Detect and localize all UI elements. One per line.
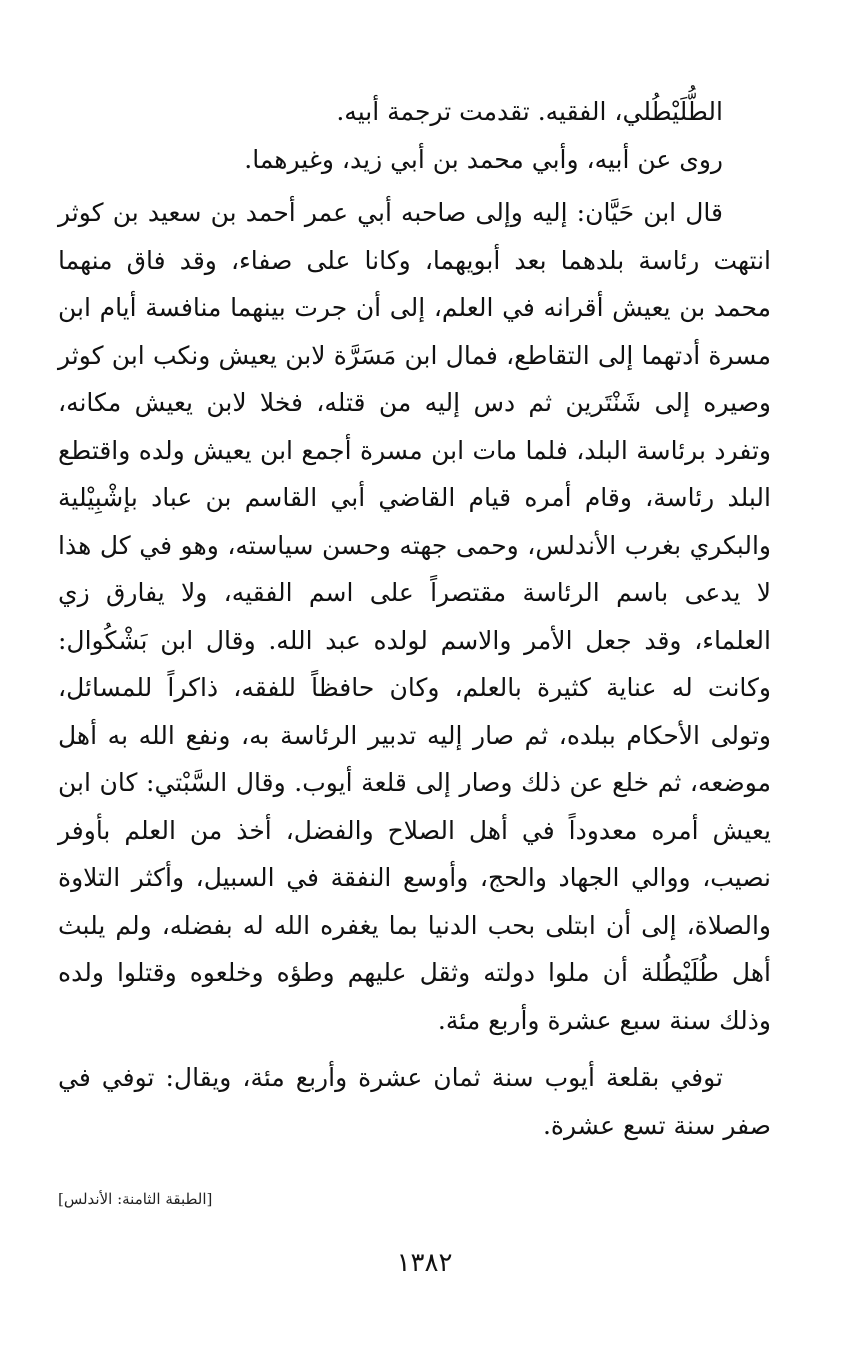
entry-name-line: الطُّلَيْطُلي، الفقيه. تقدمت ترجمة أبيه. (336, 97, 723, 126)
entry-narration-line: روى عن أبيه، وأبي محمد بن أبي زيد، وغيرهما. (244, 144, 723, 174)
page-number: ١٣٨٢ (396, 1248, 453, 1278)
entry-text (58, 88, 771, 1149)
biography-paragraph: قال ابن حَيَّان: إليه وإلى صاحبه أبي عمر أحمد بن سعيد بن كوثر انتهت رئاسة بلدهما بعد أبويهما، وكانا على صفاء، وقد فاق منهما محمد بن يعيش أقرانه في العلم، إلى أن جرت بينهما منافسة أيام ابن مسرة أدتهما إلى التقاطع، فمال ابن مَسَرَّة لابن يعيش ونكب ابن كوثر وصيره إلى شَنْتَرين ثم دس إليه من قتله، فخلا لابن يعيش مكانه، وتفرد برئاسة البلد، فلما مات ابن مسرة أجمع ابن يعيش ولده واقتطع البلد رئاسة، وقام أمره قيام القاضي أبي القاسم بن عباد بإشْبِيْلية والبكري بغرب الأندلس، وحمى جهته وحسن سياسته، وهو في كل هذا لا يدعى باسم الرئاسة مقتصراً على اسم الفقيه، ولا يفارق زي العلماء، وقد جعل الأمر والاسم لولده عبد الله. وقال ابن بَشْكُوال: وكانت له عناية كثيرة بالعلم، وكان حافظاً للفقه، ذاكراً للمسائل، وتولى الأحكام ببلده، ثم صار إليه تدبير الرئاسة به، ونفع الله به أهل موضعه، ثم خلع عن ذلك وصار إلى قلعة أيوب. وقال السَّبْتي: كان ابن يعيش أمره معدوداً في أهل الصلاح والفضل، أخذ من العلم بأوفر نصيب، ووالي الجهاد والحج، وأوسع النفقة في السبيل، وأكثر التلاوة والصلاة، إلى أن ابتلى بحب الدنيا بما يغفره الله له بفضله، ولم يلبث أهل طُلَيْطُلة أن ملوا دولته وثقل عليهم وطؤه وخلعوه وقتلوا ولده وذلك سنة سبع عشرة وأربع مئة. (58, 198, 771, 1035)
section-label: [الطبقة الثامنة: الأندلس] (58, 1190, 213, 1208)
death-paragraph: توفي بقلعة أيوب سنة ثمان عشرة وأربع مئة، ويقال: توفي في صفر سنة تسع عشرة. (58, 1063, 771, 1140)
